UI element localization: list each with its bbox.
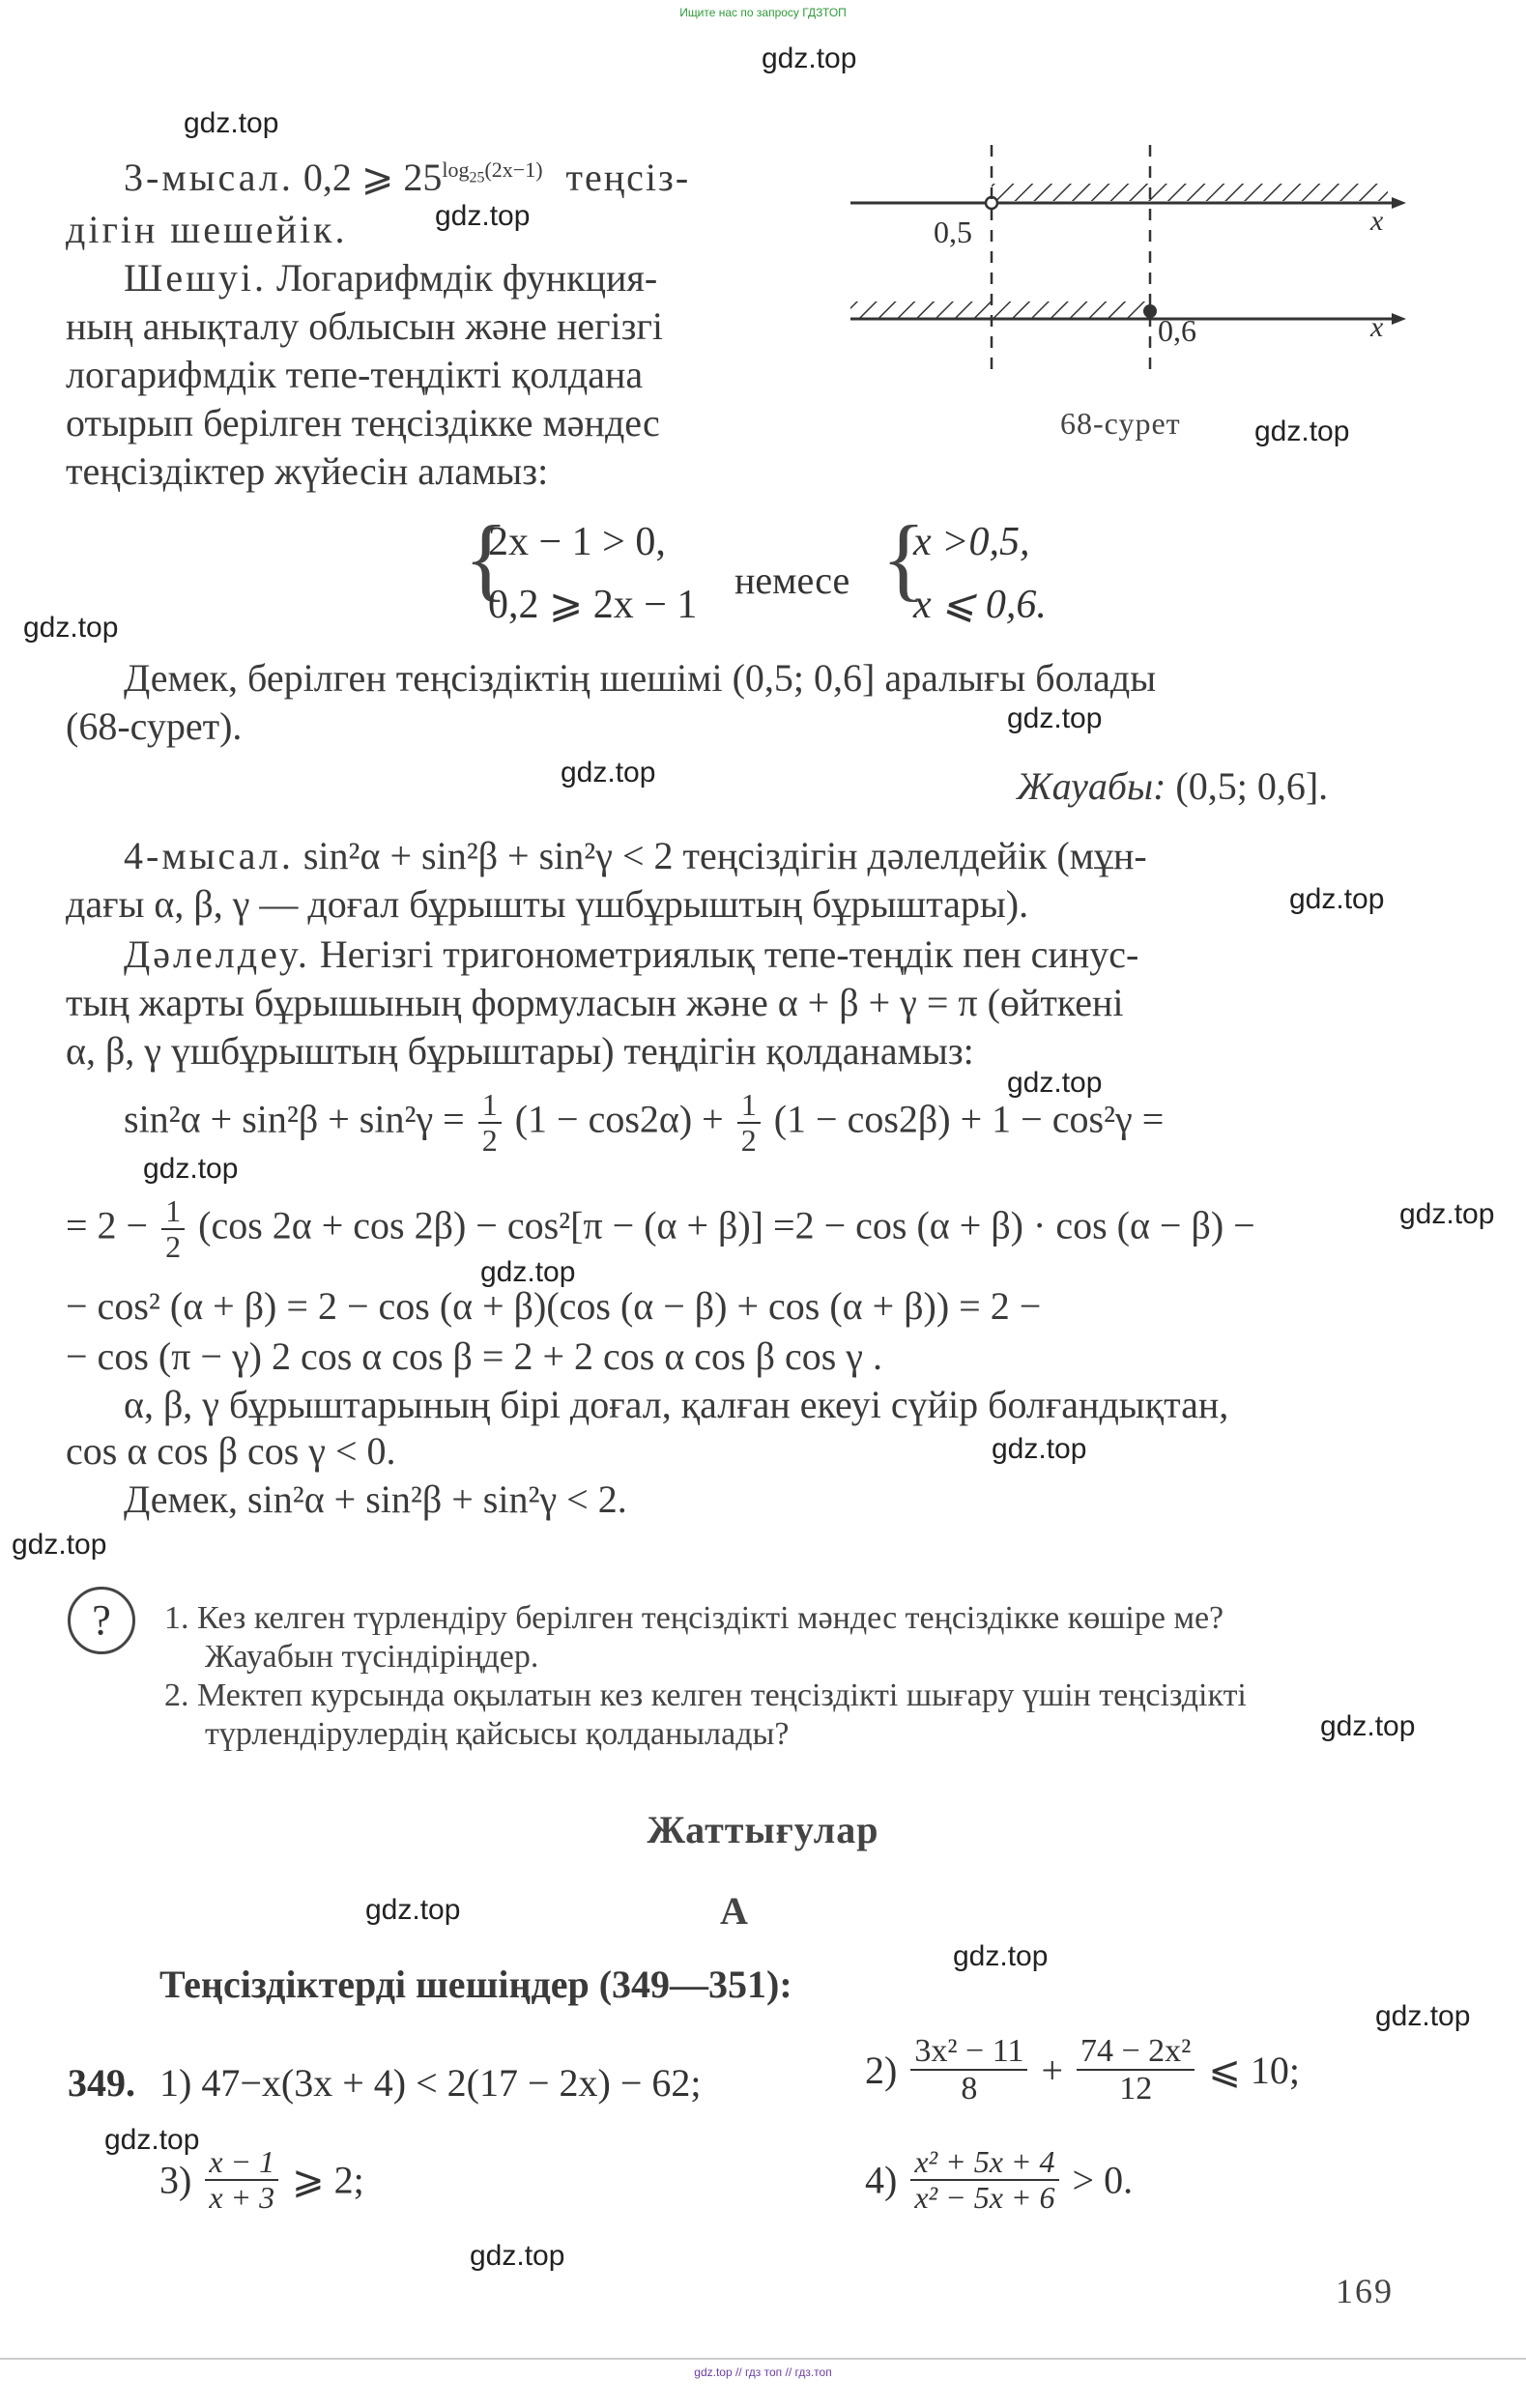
or-word: немесе — [734, 559, 850, 602]
question-1: 1. Кез келген түрлендіру берілген теңсіздікті мәндес теңсіздікке көшіре ме? — [164, 1600, 1224, 1636]
exercise-349-4: 4) $\frac{\text{x² + 5x + 4}}{\text{x² − 5x + 6}}$ > 0. — [865, 2144, 1134, 2216]
bottom-axis-arrow — [1392, 313, 1406, 325]
top-axis-arrow — [1392, 197, 1406, 209]
example4-line-1: 4-мысал. sin²α + sin²β + sin²γ < 2 теңсіздігін дәлелдейік (мұн- — [124, 834, 1147, 877]
footer-rule — [0, 2358, 1526, 2360]
watermark: gdz.top — [1007, 1067, 1103, 1099]
proof-line-1: Дәлелдеу. Негізгі тригонометриялық тепе-теңдік пен синус- — [124, 932, 1139, 976]
answer — [1017, 763, 1328, 809]
system-right-2: x ⩽ 0,6. — [913, 583, 1047, 627]
tail-line-3: Демек, sin²α + sin²β + sin²γ < 2. — [124, 1477, 627, 1521]
example3-solution-line-3: логарифмдік тепе-теңдікті қолдана — [66, 353, 644, 396]
system-left-2: 0,2 ⩾ 2x − 1 — [488, 583, 698, 627]
watermark: gdz.top — [1254, 416, 1350, 447]
example3-statement-cont: дігін шешейік. — [66, 208, 348, 251]
conclusion-line-2: (68-сурет). — [66, 704, 243, 748]
question-2-cont: түрлендірулердің қайсысы қолданылады? — [205, 1716, 790, 1752]
brace-left: { — [464, 506, 509, 610]
footer-links[interactable]: gdz.top // гдз топ // гдз.топ — [694, 2365, 832, 2379]
question-1-cont: Жауабын түсіндіріңдер. — [205, 1639, 539, 1675]
example3-solution-line-5: теңсіздіктер жүйесін аламыз: — [66, 449, 549, 493]
bottom-hatch — [850, 301, 1150, 319]
equation-4: − cos (π − γ) 2 cos α cos β = 2 + 2 cos α cos β cos γ . — [66, 1334, 882, 1378]
conclusion-line-1: Демек, берілген теңсіздіктің шешімі (0,5; 0,6] аралығы болады — [124, 656, 1157, 700]
watermark: gdz.top — [1375, 2000, 1471, 2032]
top-hatch — [992, 184, 1388, 201]
page-number: 169 — [1336, 2272, 1394, 2310]
proof-line-2: тың жарты бұрышының формуласын және α + β + γ = π (өйткені — [66, 981, 1124, 1024]
system-left-1: 2x − 1 > 0, — [488, 520, 666, 564]
equation-2: = 2 − $\frac{1}{2}$ (cos 2α + cos 2β) − cos²[π − (α + β)] =2 − cos (α + β) · cos (α − β) − — [66, 1193, 1255, 1265]
exercise-349-1: 1) 47−x(3x + 4) < 2(17 − 2x) − 62; — [159, 2061, 702, 2105]
watermark: gdz.top — [435, 200, 531, 232]
exercise-349-2: 2) $\frac{\text{3x² − 11}}{8}$ + $\frac{\text{74 − 2x²}}{12}$ ⩽ 10; — [865, 2033, 1301, 2107]
proof-label: Дәлелдеу. — [124, 932, 310, 976]
watermark: gdz.top — [1320, 1710, 1416, 1742]
watermark: gdz.top — [365, 1894, 461, 1926]
exercise-349-num: 349. — [68, 2061, 135, 2105]
label-05: 0,5 — [934, 215, 972, 249]
watermark: gdz.top — [1399, 1198, 1495, 1230]
watermark: gdz.top — [1289, 883, 1385, 915]
exercises-instruction: Теңсіздіктерді шешіңдер (349—351): — [159, 1963, 792, 2006]
watermark: gdz.top — [23, 612, 119, 644]
example3-solution-line-4: отырып берілген теңсіздікке мәндес — [66, 401, 660, 444]
equation-1: sin²α + sin²β + sin²γ = $\frac{1}{2}$ (1 − cos2α) + $\frac{1}{2}$ (1 − cos2β) + 1 − cos²γ = — [124, 1087, 1165, 1159]
figure-caption: 68-сурет — [1060, 406, 1181, 441]
watermark: gdz.top — [104, 2124, 200, 2156]
number-line-figure — [831, 135, 1411, 387]
tail-line-1: α, β, γ бұрыштарының бірі доғал, қалған екеуі сүйір болғандықтан, — [124, 1383, 1229, 1426]
example3-label: 3-мысал. — [124, 156, 294, 199]
solution-label: Шешуі. — [124, 256, 268, 300]
watermark: gdz.top — [470, 2240, 565, 2272]
label-06: 0,6 — [1158, 313, 1196, 348]
system-right-1: x >0,5, — [913, 520, 1030, 564]
proof-line-3: α, β, γ үшбұрыштың бұрыштары) теңдігін қолданамыз: — [66, 1029, 974, 1073]
equation-3: − cos² (α + β) = 2 − cos (α + β)(cos (α − β) + cos (α + β)) = 2 − — [66, 1284, 1042, 1328]
example3-solution-line-2: ның анықталу облысын және негізгі — [66, 304, 663, 348]
question-2: 2. Мектеп курсында оқылатын кез келген теңсіздікті шығару үшін теңсіздікті — [164, 1677, 1247, 1713]
watermark: gdz.top — [12, 1529, 107, 1561]
example4-line-2: дағы α, β, γ — доғал бұрышты үшбұрыштың бұрыштары). — [66, 882, 1029, 926]
watermark: gdz.top — [480, 1256, 576, 1288]
exercise-349-3: 3) $\frac{x - 1}{x + 3}$ ⩾ 2; — [159, 2144, 364, 2216]
watermark: gdz.top — [992, 1433, 1087, 1465]
watermark: gdz.top — [143, 1153, 239, 1185]
brace-right: { — [881, 506, 927, 610]
exercises-group: А — [720, 1889, 748, 1933]
watermark: gdz.top — [1007, 702, 1103, 734]
watermark: gdz.top — [953, 1940, 1049, 1972]
answer-value: (0,5; 0,6]. — [1175, 764, 1329, 808]
question-icon: ? — [68, 1587, 135, 1654]
watermark: gdz.top — [184, 107, 279, 139]
answer-label: Жауабы: — [1017, 764, 1166, 808]
exercises-heading: Жаттығулар — [647, 1808, 879, 1851]
watermark: gdz.top — [561, 757, 656, 788]
axis-x-top: x — [1370, 205, 1384, 237]
example3-solution-line-1: Шешуі. Логарифмдік функция- — [124, 256, 658, 300]
top-banner: Ищите нас по запросу ГДЗТОП — [679, 6, 847, 19]
example3-inequality: 0,2 ⩾ 25 — [302, 156, 443, 199]
example3-word: теңсіз- — [565, 156, 691, 199]
example4-label: 4-мысал. — [124, 834, 294, 877]
tail-line-2: cos α cos β cos γ < 0. — [66, 1429, 396, 1473]
example3-statement: 3-мысал. 0,2 ⩾ $25^{log_{25}(2x-1)}$ теңсіз- — [124, 156, 691, 199]
watermark: gdz.top — [762, 43, 857, 74]
axis-x-bottom: x — [1370, 311, 1384, 343]
